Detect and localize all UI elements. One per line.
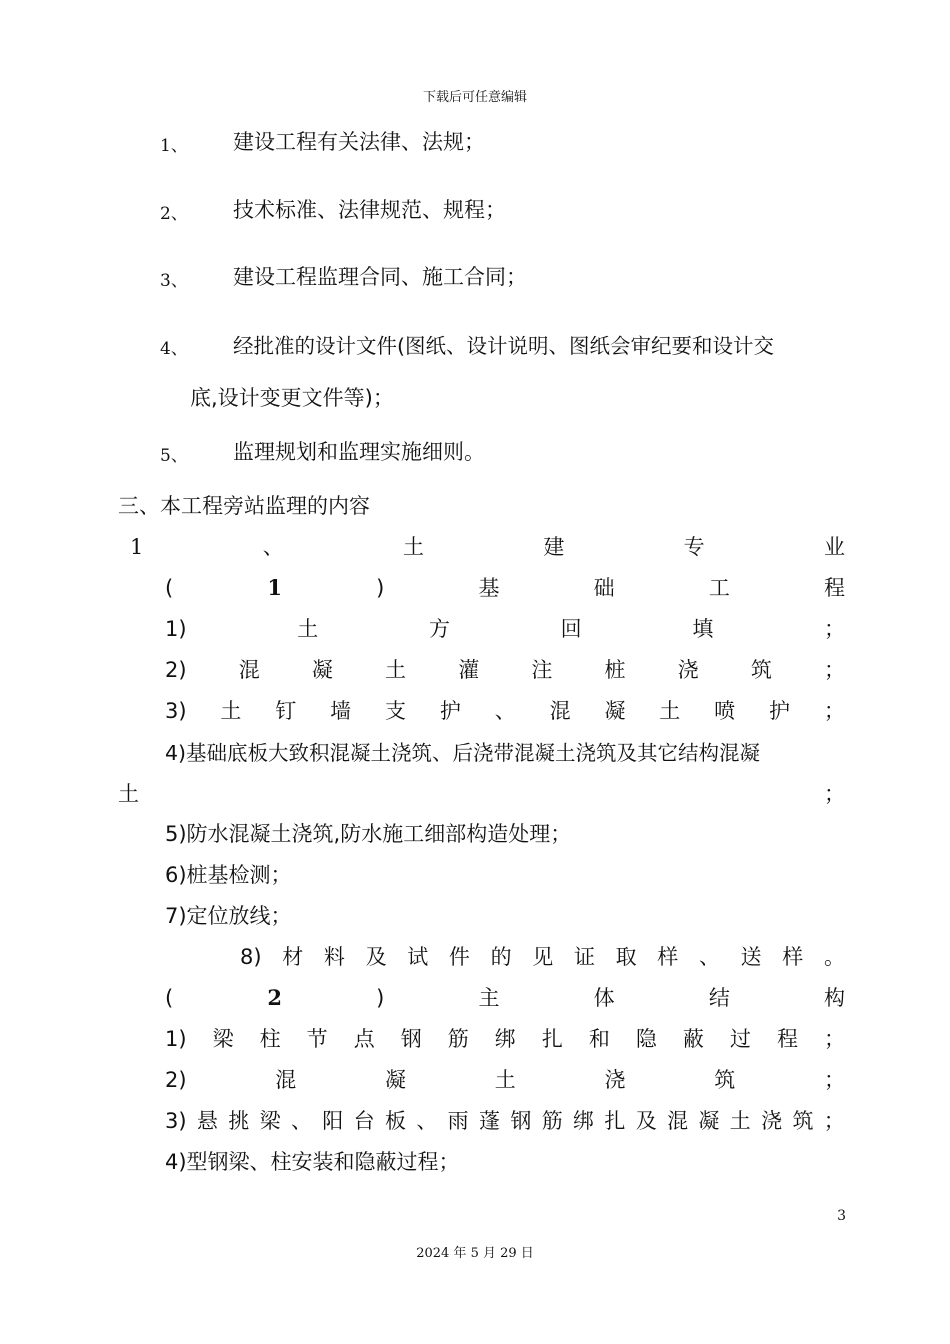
word: 隐 [635, 1027, 657, 1051]
word: 2 [267, 985, 282, 1010]
structure-item-2 [165, 1064, 845, 1094]
structure-item-1 [165, 1023, 845, 1053]
word: ) [376, 576, 385, 600]
list-number: 4、 [160, 339, 188, 359]
word: 3) [165, 1109, 187, 1133]
foundation-item-4: 4)基础底板大致积混凝土浇筑、后浇带混凝土浇筑及其它结构混凝 [165, 741, 761, 765]
word: 3) [165, 699, 187, 723]
list-item: 经批准的设计文件(图纸、设计说明、图纸会审纪要和设计交 [233, 334, 774, 358]
list-item: 建设工程有关法律、法规； [233, 130, 485, 154]
word: ； [823, 1109, 845, 1133]
word: 试 [407, 945, 429, 969]
list-item-continuation: 底,设计变更文件等)； [190, 386, 394, 410]
word: 支 [385, 699, 406, 723]
word: ； [823, 699, 845, 723]
word: 土 [494, 1068, 516, 1092]
word: ； [824, 782, 845, 806]
word: 钉 [275, 699, 297, 723]
word: 体 [593, 986, 615, 1010]
word: 、 [290, 1109, 312, 1133]
word: 2) [165, 658, 187, 682]
page-footer-date: 2024 年 5 月 29 日 [416, 1246, 534, 1261]
word: 护 [769, 699, 791, 723]
civil-heading [130, 531, 845, 561]
foundation-item-2 [165, 654, 845, 684]
list-item: 技术标准、法律规范、规程； [233, 198, 506, 222]
word: 钢 [400, 1027, 422, 1051]
word: 凝 [604, 699, 626, 723]
word: 筋 [447, 1027, 469, 1051]
word: 填 [692, 617, 714, 641]
word: 取 [615, 945, 637, 969]
word: 土 [118, 782, 139, 806]
word: 方 [428, 617, 450, 641]
word: 建 [543, 535, 565, 559]
word: ( [165, 576, 174, 600]
word: 1) [165, 617, 187, 641]
word: 混 [238, 658, 260, 682]
word: 梁 [212, 1027, 234, 1051]
list-item: 建设工程监理合同、施工合同； [233, 265, 527, 289]
word: 凝 [311, 658, 333, 682]
word: 1 [267, 575, 282, 600]
word: 及 [635, 1109, 657, 1133]
word: 台 [353, 1109, 375, 1133]
word: 浇 [761, 1109, 783, 1133]
word: 础 [593, 576, 615, 600]
word: 扎 [541, 1027, 563, 1051]
word: 的 [490, 945, 512, 969]
word: 挑 [228, 1109, 250, 1133]
foundation-item-6: 6)桩基检测； [165, 863, 292, 887]
word: 。 [823, 945, 845, 969]
word: 蔽 [682, 1027, 704, 1051]
word: 样 [657, 945, 679, 969]
word: 过 [729, 1027, 751, 1051]
word: 工 [708, 576, 730, 600]
word: 凝 [698, 1109, 720, 1133]
foundation-item-7: 7)定位放线； [165, 904, 292, 928]
word: 浇 [677, 658, 699, 682]
foundation-item-5: 5)防水混凝土浇筑,防水施工细部构造处理； [165, 822, 572, 846]
word: 板 [384, 1109, 406, 1133]
list-number: 2、 [160, 204, 188, 224]
word: 主 [478, 986, 500, 1010]
section-title: 三、本工程旁站监理的内容 [118, 494, 370, 518]
word: 阳 [322, 1109, 344, 1133]
word: 土 [297, 617, 319, 641]
foundation-item-4-continuation [118, 778, 845, 808]
word: 送 [740, 945, 762, 969]
word: 梁 [259, 1109, 281, 1133]
word: 、 [416, 1109, 438, 1133]
list-number: 1、 [160, 136, 188, 156]
page-number: 3 [837, 1208, 846, 1224]
word: 扎 [604, 1109, 626, 1133]
word: ； [824, 617, 845, 641]
word: ； [823, 658, 845, 682]
word: 、 [262, 535, 284, 559]
word: 1) [165, 1027, 187, 1051]
word: 及 [365, 945, 387, 969]
word: 材 [282, 945, 304, 969]
word: 结 [708, 986, 730, 1010]
word: 钢 [510, 1109, 532, 1133]
word: 混 [549, 699, 571, 723]
word: 注 [531, 658, 553, 682]
word: 筑 [792, 1109, 814, 1133]
list-number: 5、 [160, 446, 188, 466]
word: 基 [478, 576, 500, 600]
word: 节 [306, 1027, 328, 1051]
word: 凝 [385, 1068, 407, 1092]
word: 雨 [447, 1109, 469, 1133]
foundation-item-8 [240, 941, 845, 971]
word: 专 [683, 535, 705, 559]
structure-item-3 [165, 1105, 845, 1135]
word: 土 [385, 658, 407, 682]
word: 2) [165, 1068, 187, 1092]
word: 程 [776, 1027, 798, 1051]
foundation-heading [165, 572, 845, 602]
structure-heading [165, 982, 845, 1012]
word: 、 [698, 945, 720, 969]
word: ) [376, 986, 385, 1010]
word: 料 [323, 945, 345, 969]
word: 混 [667, 1109, 689, 1133]
word: 土 [403, 535, 424, 559]
word: 证 [573, 945, 595, 969]
word: 筑 [714, 1068, 736, 1092]
word: 构 [823, 986, 845, 1010]
foundation-item-1 [165, 613, 845, 643]
word: 、 [494, 699, 516, 723]
word: 桩 [604, 658, 626, 682]
word: 筋 [541, 1109, 563, 1133]
structure-item-4: 4)型钢梁、柱安装和隐蔽过程； [165, 1150, 460, 1174]
word: 程 [823, 576, 845, 600]
word: 土 [659, 699, 681, 723]
word: 样 [782, 945, 804, 969]
word: 墙 [330, 699, 352, 723]
word: 蓬 [479, 1109, 500, 1133]
word: 喷 [714, 699, 736, 723]
word: 筑 [750, 658, 772, 682]
word: 浇 [604, 1068, 626, 1092]
word: 1 [130, 535, 144, 559]
word: ； [824, 1027, 845, 1051]
word: 灌 [458, 658, 480, 682]
word: ( [165, 986, 174, 1010]
word: 业 [823, 535, 845, 559]
word: ； [823, 1068, 845, 1092]
foundation-item-3 [165, 695, 845, 725]
word: 件 [448, 945, 470, 969]
list-item: 监理规划和监理实施细则。 [233, 440, 485, 464]
list-number: 3、 [160, 271, 188, 291]
word: 土 [220, 699, 242, 723]
word: 混 [275, 1068, 297, 1092]
word: 柱 [259, 1027, 281, 1051]
word: 悬 [196, 1109, 218, 1133]
word: 回 [560, 617, 582, 641]
word: 8) [240, 945, 262, 969]
word: 绑 [573, 1109, 595, 1133]
word: 和 [588, 1027, 610, 1051]
word: 点 [353, 1027, 375, 1051]
word: 土 [729, 1109, 751, 1133]
page-header: 下载后可任意编辑 [422, 90, 527, 105]
word: 护 [439, 699, 461, 723]
word: 见 [532, 945, 554, 969]
word: 绑 [494, 1027, 516, 1051]
